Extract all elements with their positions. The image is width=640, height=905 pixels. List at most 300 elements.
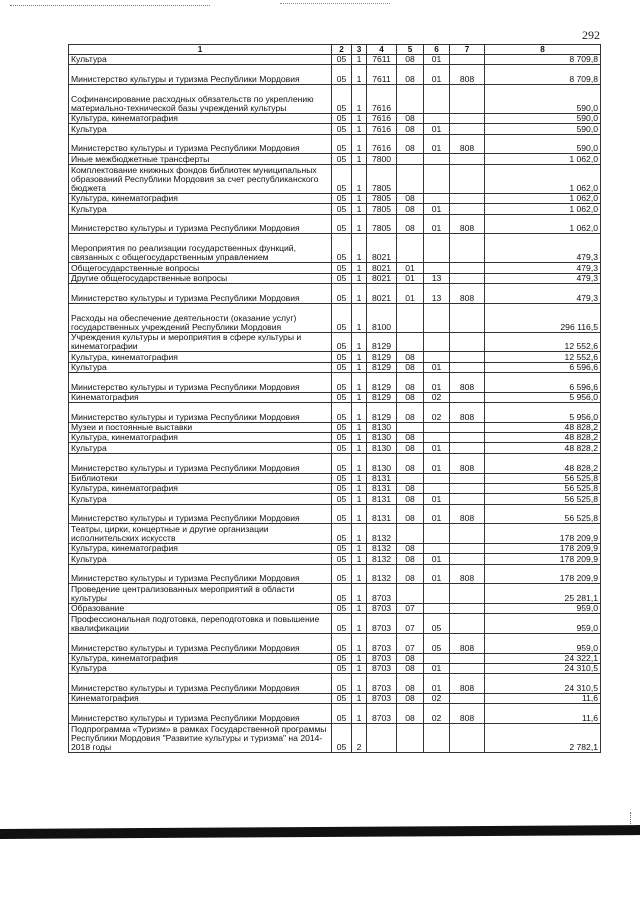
row-col-2-cell: 05 — [332, 704, 352, 724]
row-col-5-cell — [397, 724, 424, 753]
row-col-6-cell — [424, 524, 450, 544]
table-row — [69, 124, 601, 134]
row-col-6-cell: 01 — [424, 204, 450, 214]
row-col-3-cell: 1 — [352, 483, 367, 493]
row-col-3-cell: 1 — [352, 362, 367, 372]
row-col-5-cell: 08 — [397, 403, 424, 423]
row-col-2-cell: 05 — [332, 193, 352, 203]
row-col-4-cell: 7805 — [367, 193, 397, 203]
row-col-2-cell: 05 — [332, 373, 352, 393]
row-col-4-cell: 8132 — [367, 524, 397, 544]
row-col-8-cell: 1 062,0 — [485, 154, 601, 164]
table-row — [69, 443, 601, 453]
row-col-7-cell: 808 — [450, 564, 485, 584]
row-col-5-cell: 08 — [397, 564, 424, 584]
row-col-7-cell — [450, 234, 485, 263]
row-col-7-cell — [450, 263, 485, 273]
row-col-4-cell: 8129 — [367, 373, 397, 393]
row-col-5-cell: 08 — [397, 214, 424, 234]
row-col-3-cell: 1 — [352, 392, 367, 402]
row-col-4-cell: 8132 — [367, 564, 397, 584]
row-col-3-cell: 1 — [352, 332, 367, 352]
row-col-3-cell: 1 — [352, 124, 367, 134]
row-col-8-cell: 24 310,5 — [485, 674, 601, 694]
row-col-5-cell: 08 — [397, 543, 424, 553]
row-col-2-cell: 05 — [332, 504, 352, 524]
row-col-3-cell: 1 — [352, 524, 367, 544]
row-col-4-cell: 8703 — [367, 704, 397, 724]
row-col-4-cell: 8132 — [367, 543, 397, 553]
row-col-8-cell: 48 828,2 — [485, 433, 601, 443]
row-col-2-cell: 05 — [332, 433, 352, 443]
table-row — [69, 303, 601, 332]
row-name-cell: Культура, кинематография — [69, 653, 332, 663]
row-col-6-cell: 01 — [424, 564, 450, 584]
row-col-8-cell: 178 209,9 — [485, 564, 601, 584]
row-col-2-cell: 05 — [332, 664, 352, 674]
table-header-row — [69, 45, 601, 55]
row-col-5-cell: 08 — [397, 134, 424, 154]
row-col-2-cell: 05 — [332, 273, 352, 283]
row-col-7-cell: 808 — [450, 214, 485, 234]
row-col-7-cell — [450, 543, 485, 553]
table-row — [69, 234, 601, 263]
row-col-2-cell: 05 — [332, 65, 352, 85]
table-row — [69, 154, 601, 164]
row-col-7-cell — [450, 204, 485, 214]
row-col-3-cell: 1 — [352, 603, 367, 613]
row-col-8-cell: 1 062,0 — [485, 164, 601, 193]
row-col-4-cell: 7805 — [367, 214, 397, 234]
row-col-4-cell: 8703 — [367, 603, 397, 613]
row-col-3-cell: 1 — [352, 664, 367, 674]
row-col-5-cell — [397, 584, 424, 604]
table-row — [69, 214, 601, 234]
row-col-8-cell: 11,6 — [485, 694, 601, 704]
row-name-cell: Общегосударственные вопросы — [69, 263, 332, 273]
row-col-6-cell — [424, 164, 450, 193]
row-name-cell: Министерство культуры и туризма Республики Мордовия — [69, 373, 332, 393]
row-col-3-cell: 1 — [352, 263, 367, 273]
row-col-2-cell: 05 — [332, 443, 352, 453]
row-col-3-cell: 1 — [352, 504, 367, 524]
row-col-4-cell: 8131 — [367, 504, 397, 524]
row-col-4-cell: 8129 — [367, 403, 397, 423]
row-col-5-cell: 07 — [397, 614, 424, 634]
row-col-5-cell: 08 — [397, 362, 424, 372]
row-col-8-cell: 48 828,2 — [485, 422, 601, 432]
row-col-3-cell: 1 — [352, 352, 367, 362]
table-row — [69, 332, 601, 352]
row-col-6-cell — [424, 114, 450, 124]
row-col-8-cell: 590,0 — [485, 124, 601, 134]
row-col-8-cell: 2 782,1 — [485, 724, 601, 753]
row-col-4-cell: 8129 — [367, 332, 397, 352]
row-col-8-cell: 959,0 — [485, 634, 601, 654]
row-name-cell: Культура — [69, 554, 332, 564]
table-row — [69, 653, 601, 663]
row-col-7-cell — [450, 164, 485, 193]
row-col-7-cell — [450, 273, 485, 283]
header-col-2: 2 — [332, 45, 352, 55]
row-name-cell: Министерство культуры и туризма Республики Мордовия — [69, 704, 332, 724]
row-col-2-cell: 05 — [332, 214, 352, 234]
row-col-3-cell: 1 — [352, 214, 367, 234]
row-col-5-cell: 08 — [397, 55, 424, 65]
row-name-cell: Министерство культуры и туризма Республики Мордовия — [69, 634, 332, 654]
row-col-5-cell: 08 — [397, 694, 424, 704]
table-row — [69, 204, 601, 214]
row-col-8-cell: 590,0 — [485, 114, 601, 124]
row-col-5-cell — [397, 234, 424, 263]
row-name-cell: Культура, кинематография — [69, 193, 332, 203]
row-col-3-cell: 1 — [352, 674, 367, 694]
table-row — [69, 704, 601, 724]
row-col-4-cell: 8021 — [367, 283, 397, 303]
row-col-8-cell: 6 596,6 — [485, 362, 601, 372]
row-col-8-cell: 959,0 — [485, 603, 601, 613]
row-col-4-cell: 8703 — [367, 694, 397, 704]
row-col-6-cell: 13 — [424, 283, 450, 303]
row-col-4-cell: 8129 — [367, 362, 397, 372]
row-col-5-cell: 07 — [397, 634, 424, 654]
row-col-4-cell: 8021 — [367, 273, 397, 283]
row-col-6-cell — [424, 352, 450, 362]
scan-artifact-top — [10, 5, 210, 9]
row-col-8-cell: 479,3 — [485, 283, 601, 303]
row-name-cell: Культура — [69, 124, 332, 134]
row-col-2-cell: 05 — [332, 473, 352, 483]
row-col-3-cell: 1 — [352, 422, 367, 432]
row-name-cell: Культура — [69, 55, 332, 65]
header-col-6: 6 — [424, 45, 450, 55]
row-name-cell: Министерство культуры и туризма Республики Мордовия — [69, 453, 332, 473]
row-col-4-cell: 8703 — [367, 634, 397, 654]
header-col-3: 3 — [352, 45, 367, 55]
row-col-5-cell — [397, 332, 424, 352]
row-col-6-cell — [424, 85, 450, 114]
header-col-4: 4 — [367, 45, 397, 55]
scan-bottom-edge — [0, 825, 640, 839]
row-col-2-cell: 05 — [332, 614, 352, 634]
row-col-4-cell: 8703 — [367, 674, 397, 694]
row-col-5-cell: 07 — [397, 603, 424, 613]
row-col-5-cell: 08 — [397, 392, 424, 402]
row-col-8-cell: 479,3 — [485, 273, 601, 283]
table-row — [69, 422, 601, 432]
row-col-3-cell: 1 — [352, 55, 367, 65]
row-col-8-cell: 48 828,2 — [485, 453, 601, 473]
table-row — [69, 483, 601, 493]
row-col-7-cell — [450, 664, 485, 674]
row-col-5-cell — [397, 524, 424, 544]
row-col-8-cell: 479,3 — [485, 234, 601, 263]
row-col-7-cell — [450, 614, 485, 634]
row-col-2-cell: 05 — [332, 154, 352, 164]
row-col-8-cell: 178 209,9 — [485, 524, 601, 544]
row-col-7-cell — [450, 114, 485, 124]
row-col-7-cell — [450, 124, 485, 134]
row-col-8-cell: 296 116,5 — [485, 303, 601, 332]
table-row — [69, 263, 601, 273]
row-col-2-cell: 05 — [332, 603, 352, 613]
row-name-cell: Культура — [69, 204, 332, 214]
row-col-6-cell: 01 — [424, 134, 450, 154]
table-row — [69, 494, 601, 504]
table-row — [69, 453, 601, 473]
table-row — [69, 403, 601, 423]
row-name-cell: Расходы на обеспечение деятельности (оказание услуг) государственных учреждений Республики Мордовия — [69, 303, 332, 332]
page-number: 292 — [582, 28, 600, 42]
row-name-cell: Культура — [69, 362, 332, 372]
row-col-6-cell — [424, 543, 450, 553]
row-name-cell: Министерство культуры и туризма Республики Мордовия — [69, 403, 332, 423]
row-col-7-cell — [450, 603, 485, 613]
row-col-8-cell: 1 062,0 — [485, 193, 601, 203]
row-col-6-cell — [424, 154, 450, 164]
row-col-6-cell: 01 — [424, 674, 450, 694]
table-row — [69, 193, 601, 203]
row-col-5-cell: 08 — [397, 494, 424, 504]
table-row — [69, 65, 601, 85]
table-row — [69, 114, 601, 124]
row-col-3-cell: 1 — [352, 373, 367, 393]
row-col-8-cell: 479,3 — [485, 263, 601, 273]
row-col-3-cell: 1 — [352, 634, 367, 654]
row-col-2-cell: 05 — [332, 483, 352, 493]
row-col-3-cell: 1 — [352, 403, 367, 423]
row-name-cell: Комплектование книжных фондов библиотек муниципальных образований Республики Мордовия за счет республиканского бюджета — [69, 164, 332, 193]
row-name-cell: Софинансирование расходных обязательств по укреплению материально-технической базы учреждений культуры — [69, 85, 332, 114]
row-col-8-cell: 56 525,8 — [485, 494, 601, 504]
table-row — [69, 554, 601, 564]
row-col-5-cell: 01 — [397, 273, 424, 283]
table-row — [69, 164, 601, 193]
row-col-6-cell — [424, 422, 450, 432]
header-col-5: 5 — [397, 45, 424, 55]
row-col-2-cell: 05 — [332, 724, 352, 753]
row-name-cell: Культура, кинематография — [69, 114, 332, 124]
row-col-7-cell — [450, 584, 485, 604]
row-col-3-cell: 1 — [352, 443, 367, 453]
row-col-5-cell: 08 — [397, 704, 424, 724]
row-col-4-cell: 8130 — [367, 443, 397, 453]
row-col-4-cell: 7611 — [367, 55, 397, 65]
row-col-6-cell — [424, 653, 450, 663]
row-col-7-cell: 808 — [450, 283, 485, 303]
table-row — [69, 584, 601, 604]
row-name-cell: Культура, кинематография — [69, 352, 332, 362]
row-col-2-cell: 05 — [332, 674, 352, 694]
row-col-2-cell: 05 — [332, 584, 352, 604]
row-col-3-cell: 1 — [352, 134, 367, 154]
row-col-5-cell: 08 — [397, 114, 424, 124]
row-col-3-cell: 1 — [352, 193, 367, 203]
row-col-6-cell — [424, 303, 450, 332]
row-col-5-cell: 08 — [397, 453, 424, 473]
table-row — [69, 85, 601, 114]
row-col-5-cell — [397, 164, 424, 193]
row-col-5-cell: 08 — [397, 65, 424, 85]
row-col-6-cell — [424, 584, 450, 604]
row-name-cell: Культура — [69, 494, 332, 504]
row-name-cell: Образование — [69, 603, 332, 613]
row-col-8-cell: 8 709,8 — [485, 65, 601, 85]
row-name-cell: Министерство культуры и туризма Республики Мордовия — [69, 674, 332, 694]
row-col-6-cell: 01 — [424, 443, 450, 453]
row-col-6-cell: 05 — [424, 614, 450, 634]
row-col-3-cell: 1 — [352, 494, 367, 504]
row-col-4-cell: 8130 — [367, 422, 397, 432]
row-col-4-cell: 8021 — [367, 234, 397, 263]
row-col-6-cell: 01 — [424, 65, 450, 85]
row-col-8-cell: 56 525,8 — [485, 483, 601, 493]
row-col-6-cell — [424, 234, 450, 263]
row-col-8-cell: 56 525,8 — [485, 473, 601, 483]
row-name-cell: Министерство культуры и туризма Республики Мордовия — [69, 134, 332, 154]
table-row — [69, 373, 601, 393]
row-col-3-cell: 1 — [352, 704, 367, 724]
row-name-cell: Музеи и постоянные выставки — [69, 422, 332, 432]
row-col-3-cell: 1 — [352, 164, 367, 193]
row-col-5-cell: 08 — [397, 193, 424, 203]
row-col-7-cell — [450, 362, 485, 372]
table-row — [69, 614, 601, 634]
row-col-6-cell — [424, 263, 450, 273]
row-col-4-cell: 7616 — [367, 134, 397, 154]
table-row — [69, 543, 601, 553]
row-col-5-cell: 01 — [397, 283, 424, 303]
row-col-8-cell: 48 828,2 — [485, 443, 601, 453]
row-col-6-cell: 01 — [424, 124, 450, 134]
row-col-5-cell — [397, 473, 424, 483]
row-col-2-cell: 05 — [332, 332, 352, 352]
row-col-7-cell: 808 — [450, 373, 485, 393]
table-row — [69, 664, 601, 674]
row-col-7-cell — [450, 473, 485, 483]
row-col-7-cell — [450, 154, 485, 164]
row-col-5-cell: 08 — [397, 373, 424, 393]
row-col-4-cell — [367, 724, 397, 753]
row-col-2-cell: 05 — [332, 653, 352, 663]
row-col-6-cell: 01 — [424, 494, 450, 504]
table-row — [69, 352, 601, 362]
row-col-7-cell — [450, 694, 485, 704]
row-col-8-cell: 6 596,6 — [485, 373, 601, 393]
row-col-5-cell: 08 — [397, 653, 424, 663]
row-col-5-cell — [397, 85, 424, 114]
row-col-3-cell: 1 — [352, 694, 367, 704]
row-col-8-cell: 959,0 — [485, 614, 601, 634]
row-col-8-cell: 24 322,1 — [485, 653, 601, 663]
row-col-2-cell: 05 — [332, 303, 352, 332]
row-col-6-cell: 01 — [424, 554, 450, 564]
row-col-7-cell — [450, 85, 485, 114]
row-col-3-cell: 1 — [352, 65, 367, 85]
table-row — [69, 564, 601, 584]
row-name-cell: Культура, кинематография — [69, 543, 332, 553]
row-col-5-cell: 08 — [397, 443, 424, 453]
row-name-cell: Культура, кинематография — [69, 433, 332, 443]
table-row — [69, 694, 601, 704]
row-col-6-cell: 02 — [424, 694, 450, 704]
row-col-6-cell: 01 — [424, 214, 450, 234]
row-col-8-cell: 12 552,6 — [485, 352, 601, 362]
row-col-4-cell: 7616 — [367, 124, 397, 134]
row-name-cell: Культура — [69, 664, 332, 674]
row-col-5-cell: 08 — [397, 124, 424, 134]
row-col-6-cell: 01 — [424, 373, 450, 393]
row-name-cell: Министерство культуры и туризма Республики Мордовия — [69, 283, 332, 303]
row-col-2-cell: 05 — [332, 422, 352, 432]
row-col-6-cell: 01 — [424, 55, 450, 65]
row-col-5-cell: 08 — [397, 352, 424, 362]
row-col-2-cell: 05 — [332, 362, 352, 372]
row-col-2-cell: 05 — [332, 453, 352, 473]
row-name-cell: Министерство культуры и туризма Республики Мордовия — [69, 214, 332, 234]
row-col-3-cell: 1 — [352, 433, 367, 443]
table-row — [69, 473, 601, 483]
row-col-8-cell: 590,0 — [485, 85, 601, 114]
row-col-2-cell: 05 — [332, 124, 352, 134]
row-name-cell: Библиотеки — [69, 473, 332, 483]
row-col-2-cell: 05 — [332, 543, 352, 553]
table-row — [69, 273, 601, 283]
row-col-3-cell: 1 — [352, 85, 367, 114]
row-col-7-cell — [450, 443, 485, 453]
row-col-4-cell: 8131 — [367, 473, 397, 483]
row-col-4-cell: 7805 — [367, 204, 397, 214]
row-col-8-cell: 178 209,9 — [485, 554, 601, 564]
row-col-3-cell: 1 — [352, 473, 367, 483]
table-row — [69, 283, 601, 303]
row-col-3-cell: 2 — [352, 724, 367, 753]
row-col-6-cell: 13 — [424, 273, 450, 283]
row-col-7-cell: 808 — [450, 504, 485, 524]
row-col-3-cell: 1 — [352, 234, 367, 263]
row-col-2-cell: 05 — [332, 164, 352, 193]
row-col-3-cell: 1 — [352, 584, 367, 604]
row-col-4-cell: 7616 — [367, 85, 397, 114]
row-col-2-cell: 05 — [332, 263, 352, 273]
row-col-8-cell: 5 956,0 — [485, 392, 601, 402]
row-col-5-cell: 01 — [397, 263, 424, 273]
table-row — [69, 134, 601, 154]
table-row — [69, 362, 601, 372]
row-col-3-cell: 1 — [352, 554, 367, 564]
row-col-7-cell — [450, 653, 485, 663]
row-col-2-cell: 05 — [332, 634, 352, 654]
row-col-3-cell: 1 — [352, 653, 367, 663]
row-col-2-cell: 05 — [332, 283, 352, 303]
row-col-8-cell: 11,6 — [485, 704, 601, 724]
row-col-5-cell: 08 — [397, 204, 424, 214]
row-col-4-cell: 8131 — [367, 483, 397, 493]
row-col-6-cell — [424, 603, 450, 613]
row-name-cell: Иные межбюджетные трансферты — [69, 154, 332, 164]
row-col-3-cell: 1 — [352, 154, 367, 164]
row-col-6-cell: 01 — [424, 453, 450, 473]
row-col-4-cell: 8021 — [367, 263, 397, 273]
row-name-cell: Другие общегосударственные вопросы — [69, 273, 332, 283]
row-col-6-cell — [424, 724, 450, 753]
row-col-6-cell — [424, 193, 450, 203]
row-col-2-cell: 05 — [332, 392, 352, 402]
row-name-cell: Театры, цирки, концертные и другие организации исполнительских искусств — [69, 524, 332, 544]
row-col-2-cell: 05 — [332, 234, 352, 263]
row-col-7-cell — [450, 554, 485, 564]
row-name-cell: Культура, кинематография — [69, 483, 332, 493]
